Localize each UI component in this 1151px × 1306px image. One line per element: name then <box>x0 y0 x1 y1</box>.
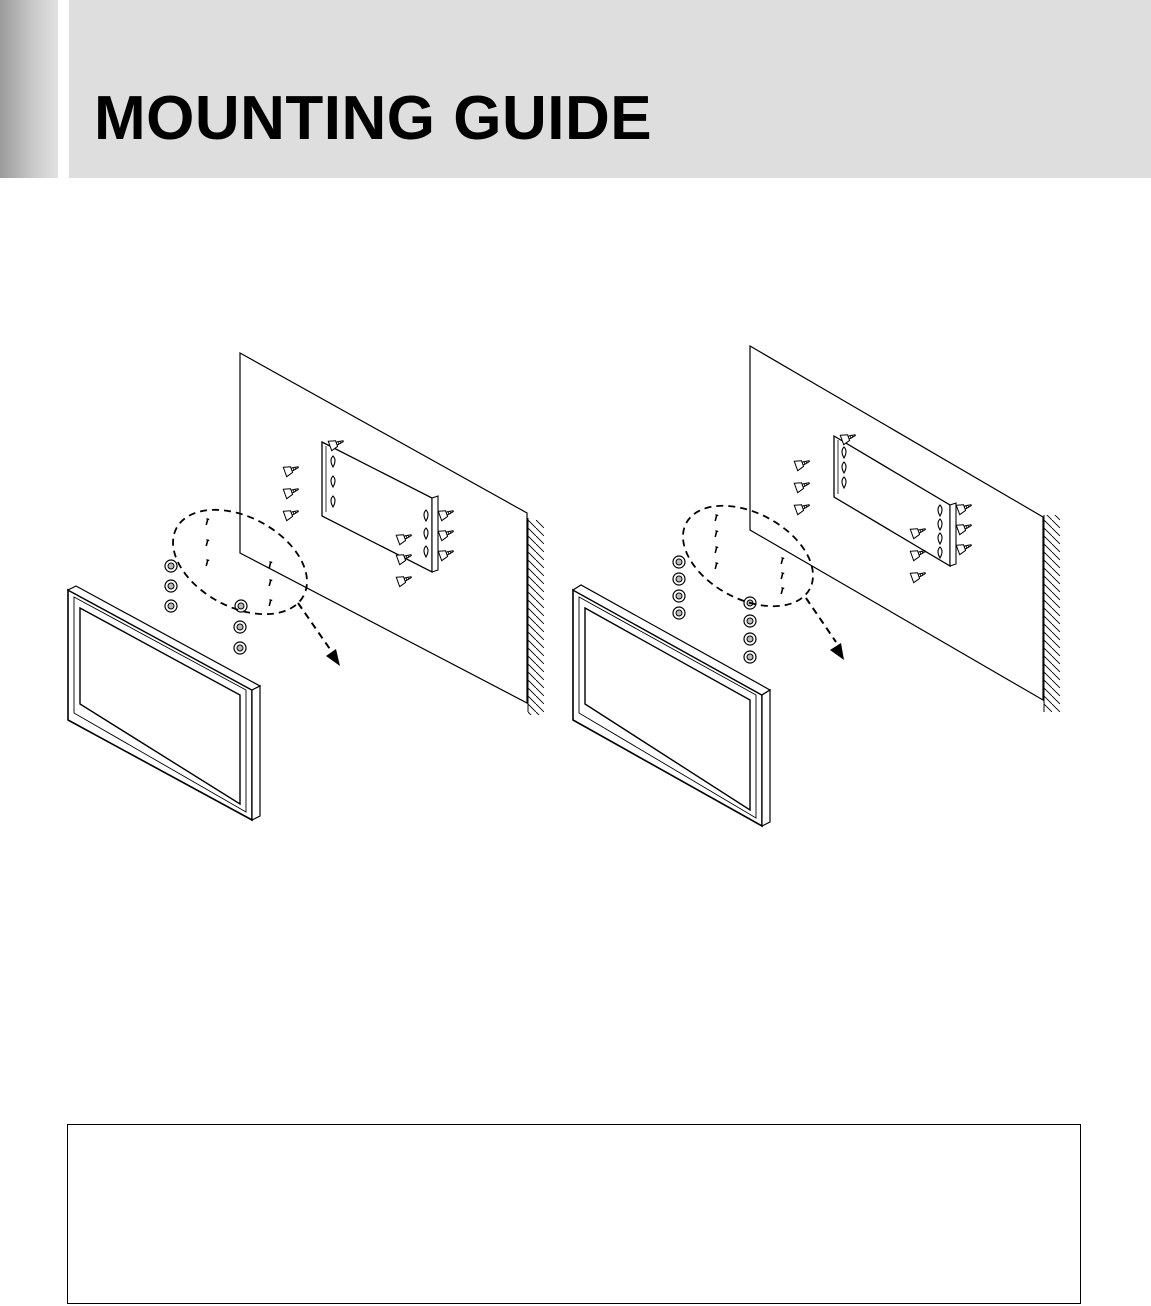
washers <box>165 560 247 654</box>
mounting-diagram-left <box>0 0 560 860</box>
detail-arrow-head <box>830 643 844 660</box>
monitor <box>573 585 770 826</box>
wall-hatching <box>1044 515 1060 712</box>
detail-arrow-line <box>806 598 836 642</box>
note-box <box>67 1124 1081 1304</box>
page-title: MOUNTING GUIDE <box>94 84 653 153</box>
detail-arrow-head <box>326 649 340 666</box>
monitor <box>68 586 260 820</box>
mounting-diagram-right <box>508 0 1068 860</box>
detail-arrow-line <box>298 603 332 652</box>
